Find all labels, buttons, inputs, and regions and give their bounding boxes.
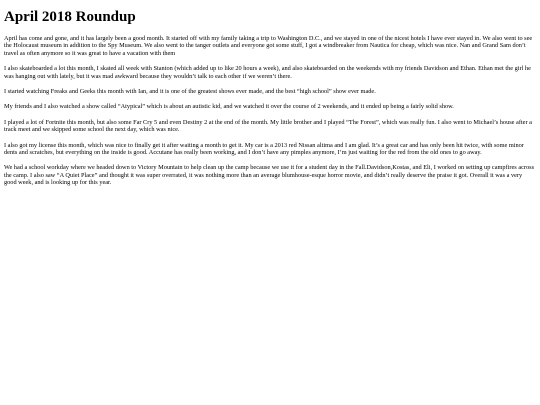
paragraph-atypical: My friends and I also watched a show called “Atypical” which is about an autistic kid, and we watched it over the course of 2 weekends, and it ended up being a fairly solid show.: [4, 103, 454, 111]
paragraph-games: I played a lot of Fortnite this month, but also some Far Cry 5 and even Destiny 2 at the end of the month. My little brother and I played “The Forest”, which was really fun. I also went to Michael’s house after a track meet and we skipped some school the next day, which was nice.: [4, 118, 532, 134]
paragraph-license: I also got my license this month, which was nice to finally get it after waiting a month to get it. My car is a 2013 red Nissan altima and I am glad. It’s a great car and has only been hit twice, with some minor dents and scratches, but everything on the inside is good. Accutane has really been working, and I don’t have any pimples anymore, I’m just waiting for the red from the old ones to go away.: [4, 141, 524, 157]
paragraph-freaks-and-geeks: I started watching Freaks and Geeks this month with Ian, and it is one of the greatest shows ever made, and the best “high school” show ever made.: [4, 88, 376, 96]
paragraph-workday: We had a school workday where we headed down to Victory Mountain to help clean up the camp because we use it for a student day in the Fall.Davidson,Kostas, and Eli, I worked on setting up campfires across the camp. I also saw “A Quiet Place” and thought it was super overrated, it was nothing more than an average blumhouse-esque horror movie, and didn’t really deserve the praise it got. Overall it was a very good week, and is looking up for this year.: [4, 164, 535, 187]
article: [0, 0, 540, 187]
paragraph-skateboarding: I also skateboarded a lot this month, I skated all week with Stanton (which added up to like 20 hours a week), and also skateboarded on the weekends with my friends Davidson and Ethan. Ethan met the girl he was hanging out with lately, but it was mad awkward because they wouldn’t talk to each other if we weren’t there.: [4, 65, 531, 80]
paragraph-washington-trip: April has come and gone, and it has largely been a good month. It started off with my family taking a trip to Washington D.C., and we stayed in one of the nicest hotels I have ever stayed in. We also went to see the Holocaust museum in addition to the Spy Museum. We also went to the tanger outlets and everyone got some stuff, I got a windbreaker from Nautica for cheap, which was nice. Nan and Grand Sam don’t travel as often anymore so it was great to have a vacation with them: [4, 35, 533, 57]
page-title: April 2018 Roundup: [4, 9, 136, 25]
